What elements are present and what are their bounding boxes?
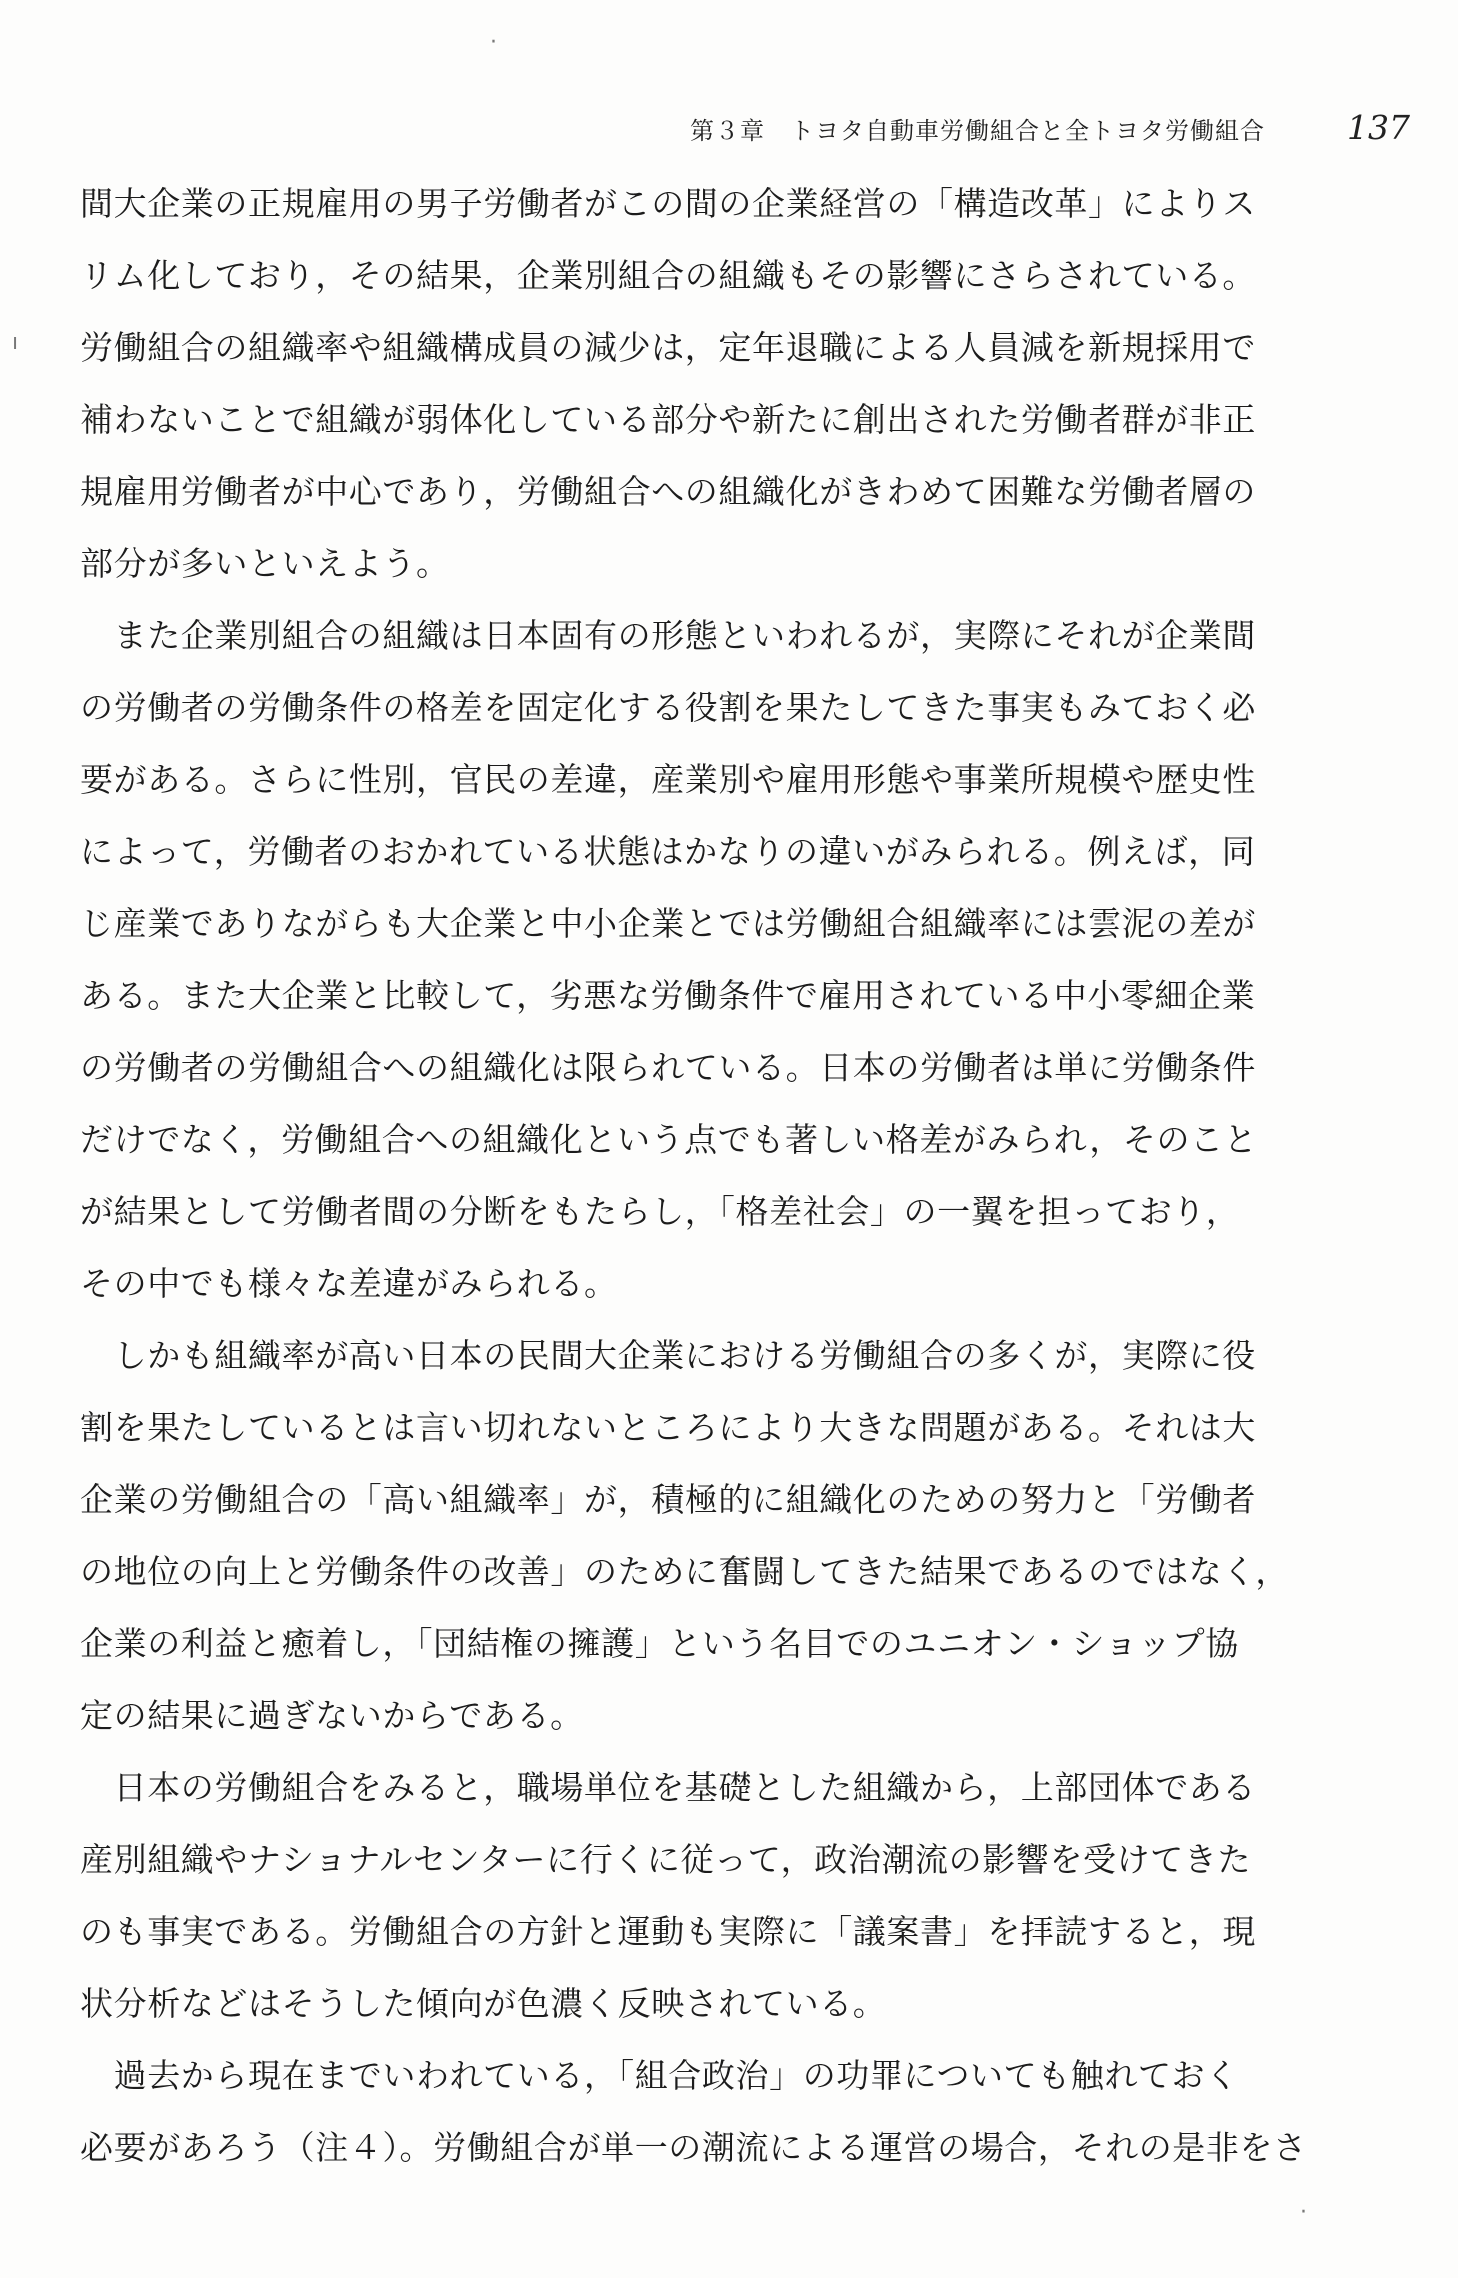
text-line: 定の結果に過ぎないからである。 — [80, 1696, 584, 1735]
text-line: また企業別組合の組織は日本固有の形態といわれるが，実際にそれが企業間 — [80, 616, 1256, 655]
text-line: 産別組織やナショナルセンターに行くに従って，政治潮流の影響を受けてきた — [80, 1840, 1252, 1879]
text-line: 過去から現在までいわれている，「組合政治」の功罪についても触れておく — [80, 2056, 1239, 2095]
page-number: 137 — [1347, 108, 1410, 147]
text-line: によって，労働者のおかれている状態はかなりの違いがみられる。例えば，同 — [80, 832, 1256, 871]
text-line: だけでなく，労働組合への組織化という点でも著しい格差がみられ，そのこと — [80, 1120, 1258, 1159]
margin-mark: ı — [12, 330, 19, 355]
text-line: 労働組合の組織率や組織構成員の減少は，定年退職による人員減を新規採用で — [80, 328, 1256, 367]
running-title: 第３章 トヨタ自動車労働組合と全トヨタ労働組合 — [690, 117, 1265, 145]
text-line: のも事実である。労働組合の方針と運動も実際に「議案書」を拝読すると，現 — [80, 1912, 1256, 1951]
text-line: 企業の利益と癒着し，「団結権の擁護」という名目でのユニオン・ショップ協 — [80, 1624, 1239, 1663]
text-line: が結果として労働者間の分断をもたらし，「格差社会」の一翼を担っており， — [80, 1192, 1240, 1231]
page-header — [690, 108, 1410, 152]
text-line: の労働者の労働組合への組織化は限られている。日本の労働者は単に労働条件 — [80, 1048, 1256, 1087]
text-line: 間大企業の正規雇用の男子労働者がこの間の企業経営の「構造改革」によりス — [80, 184, 1256, 223]
scan-speck: · — [490, 30, 497, 55]
scan-speck: · — [1300, 2200, 1307, 2225]
text-line: 補わないことで組織が弱体化している部分や新たに創出された労働者群が非正 — [80, 400, 1256, 439]
text-line: 日本の労働組合をみると，職場単位を基礎とした組織から，上部団体である — [80, 1768, 1256, 1807]
text-line: じ産業でありながらも大企業と中小企業とでは労働組合組織率には雲泥の差が — [80, 904, 1256, 943]
text-line: その中でも様々な差違がみられる。 — [80, 1264, 618, 1303]
text-line: 規雇用労働者が中心であり，労働組合への組織化がきわめて困難な労働者層の — [80, 472, 1256, 511]
text-line: 割を果たしているとは言い切れないところにより大きな問題がある。それは大 — [80, 1408, 1256, 1447]
text-line: 部分が多いといえよう。 — [80, 544, 450, 583]
text-line: の地位の向上と労働条件の改善」のために奮闘してきた結果であるのではなく， — [80, 1552, 1289, 1591]
text-line: リム化しており，その結果，企業別組合の組織もその影響にさらされている。 — [80, 256, 1256, 295]
body-text — [80, 168, 1410, 2184]
text-line: の労働者の労働条件の格差を固定化する役割を果たしてきた事実もみておく必 — [80, 688, 1256, 727]
text-line: 企業の労働組合の「高い組織率」が，積極的に組織化のための努力と「労働者 — [80, 1480, 1256, 1519]
text-line: 要がある。さらに性別，官民の差違，産業別や雇用形態や事業所規模や歴史性 — [80, 760, 1256, 799]
text-line: しかも組織率が高い日本の民間大企業における労働組合の多くが，実際に役 — [80, 1336, 1256, 1375]
text-line: ある。また大企業と比較して，劣悪な労働条件で雇用されている中小零細企業 — [80, 976, 1256, 1015]
text-line: 状分析などはそうした傾向が色濃く反映されている。 — [80, 1984, 887, 2023]
text-line: 必要があろう（注４）。労働組合が単一の潮流による運営の場合，それの是非をさ — [80, 2128, 1307, 2167]
